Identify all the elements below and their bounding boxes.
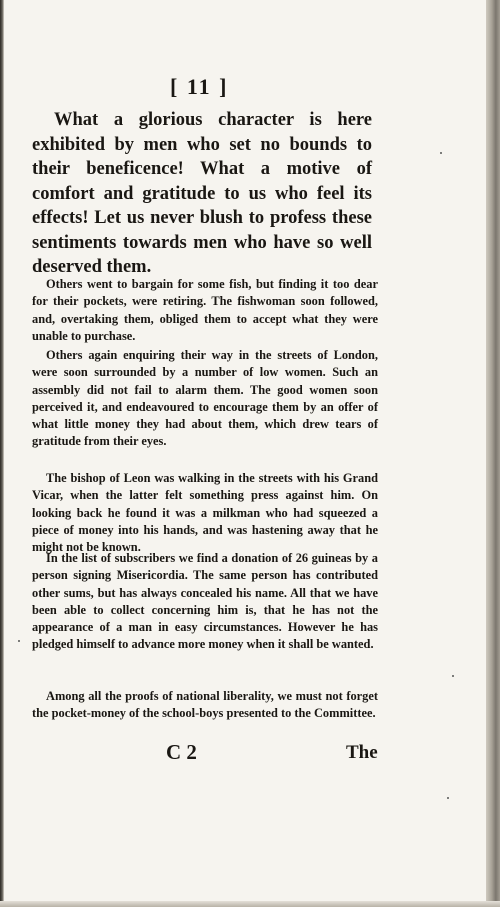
page-fore-edge bbox=[486, 0, 500, 907]
catchword: The bbox=[346, 742, 378, 763]
paragraph-london-women: Others again enquiring their way in the streets of London, were soon surrounded by a number of low women. Such an assembly did not fail to alarm them. The good women soon perceived it, and endeavoured to encourage them by an offer of what little money they had about them, which drew tears of gratitude from their eyes. bbox=[32, 348, 378, 449]
paragraph-fishwoman: Others went to bargain for some fish, but finding it too dear for their pockets, were retiring. The fishwoman soon followed, and, overtaking them, obliged them to accept what they were unable to purchase. bbox=[32, 277, 378, 343]
paper-speck bbox=[440, 152, 442, 154]
signature-mark: C 2 bbox=[166, 740, 197, 764]
page-bottom-edge bbox=[0, 901, 500, 907]
paragraph-school-boys: Among all the proofs of national liberality, we must not forget the pocket-money of the school-boys presented to the Committee. bbox=[32, 689, 378, 721]
paragraph-misericordia: In the list of subscribers we find a donation of 26 guineas by a person signing Misericordia. The same person has contributed other sums, but has always concealed his name. All that we have been able to collect concerning him is, that he has not the appearance of a man in easy circumstances. However he has pledged himself to advance more money when it shall be wanted. bbox=[32, 551, 378, 652]
page-number: [ 11 ] bbox=[170, 74, 229, 99]
page-gutter-shadow bbox=[0, 0, 4, 907]
paper-speck bbox=[452, 675, 454, 677]
paragraph-bishop-of-leon: The bishop of Leon was walking in the streets with his Grand Vicar, when the latter felt something press against him. On looking back he found it was a milkman who had squeezed a piece of money into his hands, and was hastening away that he might not be known. bbox=[32, 471, 378, 555]
paper-speck bbox=[447, 797, 449, 799]
lead-paragraph: What a glorious character is here exhibited by men who set no bounds to their beneficence! What a motive of comfort and gratitude to us who feel its effects! Let us never blush to profess these sentiments towards men who have so well deserved them. bbox=[32, 110, 372, 277]
paper-speck bbox=[18, 640, 20, 642]
